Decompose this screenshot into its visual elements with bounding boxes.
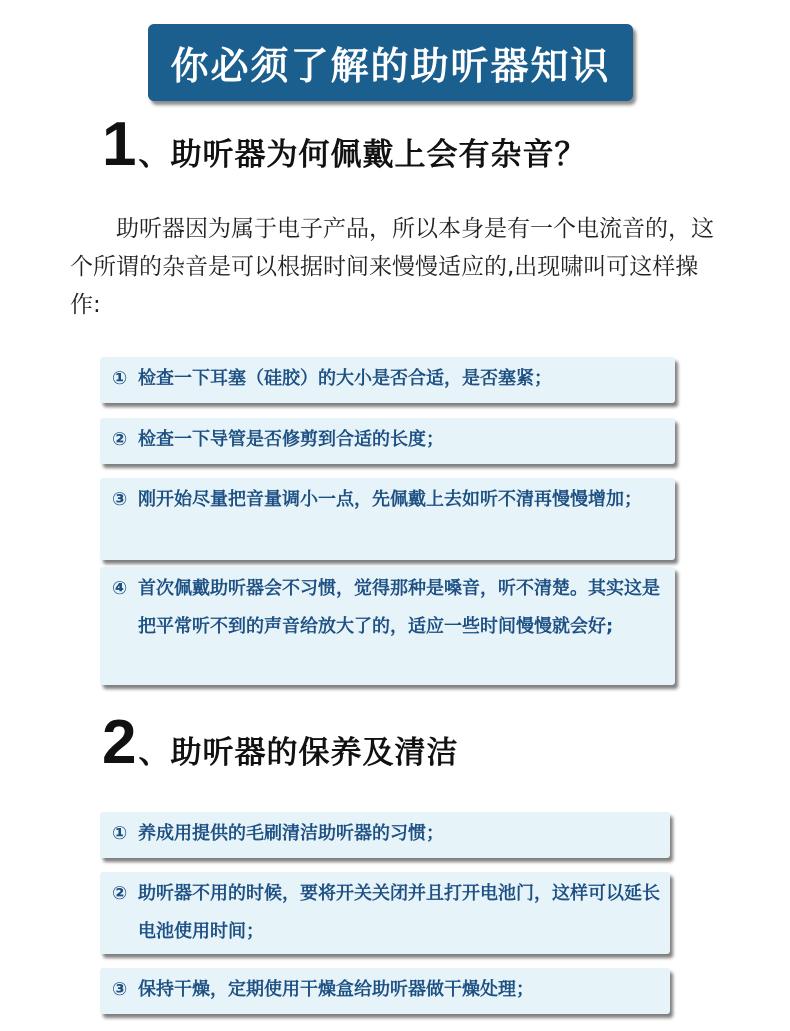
- tip-card: [100, 418, 675, 464]
- tip-number: ④: [112, 578, 128, 599]
- section1-number: 1: [102, 110, 137, 179]
- section2-heading: [102, 708, 459, 777]
- tip-text: 养成用提供的毛刷清洁助听器的习惯；: [138, 823, 444, 844]
- section2-number: 2: [102, 708, 137, 777]
- page-title-banner: [148, 24, 633, 101]
- tip-number: ①: [112, 823, 128, 844]
- tip-card: [100, 968, 670, 1014]
- tip-number: ①: [112, 368, 128, 389]
- tip-card: [100, 872, 670, 954]
- tip-text: 检查一下耳塞（硅胶）的大小是否合适，是否塞紧；: [138, 368, 552, 389]
- section1-heading: [102, 110, 587, 179]
- tip-text: 保持干燥，定期使用干燥盒给助听器做干燥处理；: [138, 979, 534, 1000]
- tip-number: ③: [112, 489, 128, 510]
- tip-card: [100, 812, 670, 858]
- tip-text: 检查一下导管是否修剪到合适的长度；: [138, 429, 444, 450]
- tip-text: 助听器不用的时候，要将开关关闭并且打开电池门，这样可以延长电池使用时间；: [138, 883, 660, 942]
- tip-text: 刚开始尽量把音量调小一点，先佩戴上去如听不清再慢慢增加；: [138, 489, 642, 510]
- tip-number: ③: [112, 979, 128, 1000]
- section1-intro: 助听器因为属于电子产品，所以本身是有一个电流音的，这个所谓的杂音是可以根据时间来慢慢适应的,出现啸叫可这样操作:: [70, 216, 714, 318]
- page-title: 你必须了解的助听器知识: [170, 44, 611, 88]
- tip-card: [100, 478, 675, 560]
- tip-text: 首次佩戴助听器会不习惯，觉得那种是嗓音，听不清楚。其实这是把平常听不到的声音给放大了的，适应一些时间慢慢就会好;: [138, 578, 660, 637]
- section1-title: 、助听器为何佩戴上会有杂音？: [138, 137, 587, 173]
- section2-title: 、助听器的保养及清洁: [138, 735, 459, 771]
- tip-number: ②: [112, 883, 128, 904]
- tip-card: [100, 357, 675, 403]
- tip-number: ②: [112, 429, 128, 450]
- tip-card: [100, 567, 675, 685]
